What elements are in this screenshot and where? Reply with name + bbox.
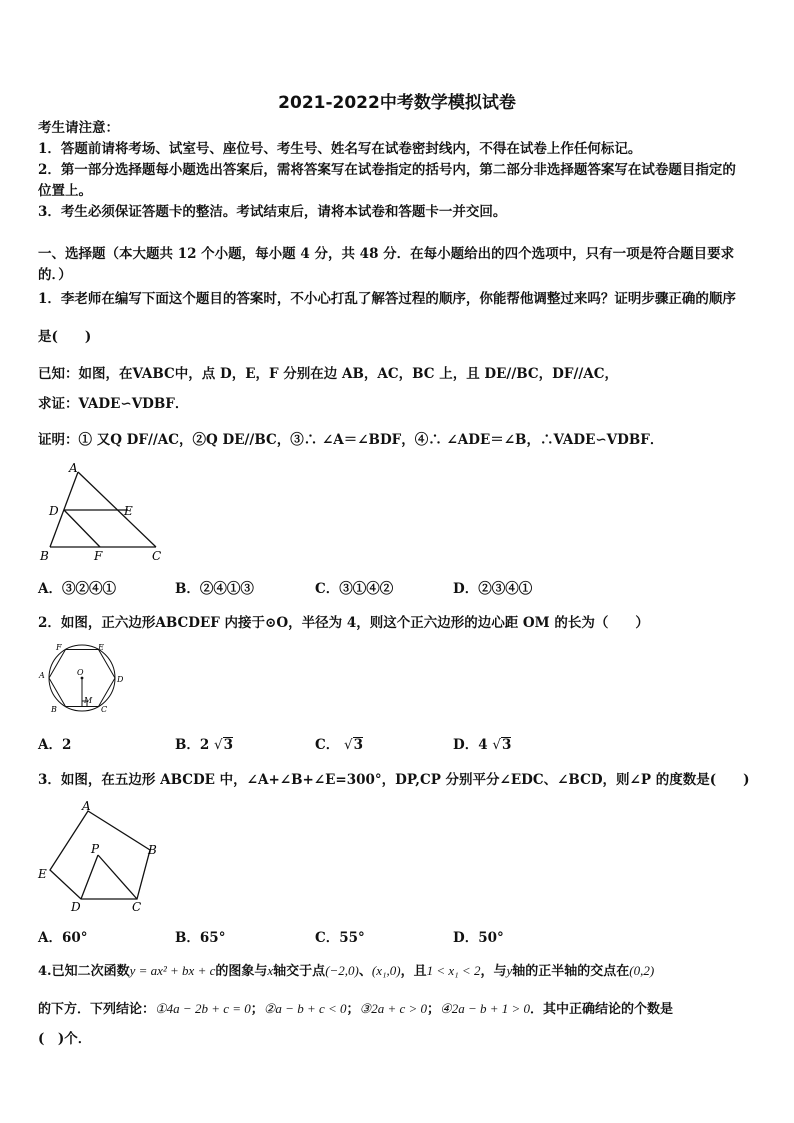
q3-label-c: C [132,900,142,914]
q1-label-b: B [40,549,49,563]
q2-label-m: M [84,696,93,705]
q3-option-c[interactable]: C．55° [315,930,365,946]
section-heading: 一、选择题（本大题共 12 个小题，每小题 4 分，共 48 分．在每小题给出的四个选项中，只有一项是符合题目要求 [38,246,735,262]
q1-given: 已知：如图，在VABC中，点 D，E，F 分别在边 AB，AC，BC 上，且 DE//BC，DF//AC， [38,366,619,382]
q1-text: 1．李老师在编写下面这个题目的答案时，不小心打乱了解答过程的顺序，你能帮他调整过来吗？证明步骤正确的顺序 [38,291,736,307]
q3-label-a: A [82,799,91,813]
q1-option-d[interactable]: D．②③④① [453,581,533,597]
q2-label-o: O [77,668,84,677]
q1-label-d: D [49,504,59,518]
q4-function: y = ax² + bx + c [129,963,216,978]
q2-option-c-radicand: 3 [353,737,363,753]
q2-option-d-radicand: 3 [501,737,512,753]
q3-option-b[interactable]: B．65° [175,930,226,946]
q1-label-a: A [69,461,78,475]
q1-label-c: C [152,549,162,563]
q2-label-e: E [98,643,104,652]
q1-option-b[interactable]: B．②④①③ [175,581,254,597]
q2-label-b: B [51,705,57,714]
q3-text: 3．如图，在五边形 ABCDE 中，∠A+∠B+∠E=300°，DP,CP 分别平分∠EDC、∠BCD，则∠P 的度数是( ) [38,772,750,788]
notice-item-2: 2．第一部分选择题每小题选出答案后，需将答案写在试卷指定的括号内，第二部分非选择题答案写在试卷题目指定的 [38,162,736,178]
q3-pentagon [50,811,150,899]
q1-proof: 证明：① 又Q DF//AC，②Q DE//BC，③∴ ∠A＝∠BDF，④∴ ∠ADE＝∠B，∴VADE∽VDBF． [38,432,664,448]
q4-conclusion-3: ③2a + c > 0 [359,1001,428,1016]
q1-prove: 求证：VADE∽VDBF． [38,396,189,412]
q3-option-a[interactable]: A．60° [38,930,88,946]
q2-text: 2．如图，正六边形ABCDEF 内接于⊙O，半径为 4，则这个正六边形的边心距 OM 的长为（ ） [38,615,649,631]
notice-item-3: 3．考生必须保证答题卡的整洁。考试结束后，请将本试卷和答题卡一并交回。 [38,204,507,220]
page-title: 2021-2022中考数学模拟试卷 [278,93,516,113]
q4-line-2: 的下方．下列结论：①4a − 2b + c = 0；②a − b + c < 0；③2a + c > 0；④2a − b + 1 > 0．其中正确结论的个数是 [38,1001,674,1017]
q2-label-c: C [101,705,108,714]
q3-segment-dp [81,855,98,899]
q3-label-p: P [91,842,100,856]
q3-label-b: B [148,843,157,857]
q3-pentagon-figure [36,798,166,916]
q2-label-f: F [56,643,62,652]
q2-option-d[interactable]: D．4 √3 [453,737,512,753]
notice-heading: 考生请注意： [38,120,119,136]
q4-conclusion-4: ④2a − b + 1 > 0 [440,1001,531,1016]
q2-option-b-radicand: 3 [223,737,234,753]
q1-text-cont: 是( ) [38,329,92,345]
q1-label-e: E [124,504,133,518]
q4-line-3: ( )个． [38,1031,92,1047]
section-heading-cont: 的．） [38,267,72,283]
q3-label-d: D [71,900,81,914]
notice-item-1: 1．答题前请将考场、试室号、座位号、考生号、姓名写在试卷密封线内，不得在试卷上作任何标记。 [38,141,642,157]
q2-label-a: A [39,671,45,680]
q1-label-f: F [94,549,103,563]
notice-item-2-cont: 位置上。 [38,183,92,199]
q2-option-b[interactable]: B．2 √3 [175,737,234,753]
q1-option-a[interactable]: A．③②④① [38,581,116,597]
q1-segment-df [64,510,100,547]
q2-option-c[interactable]: C． √3 [315,737,363,753]
q4-conclusion-2: ②a − b + c < 0 [263,1001,347,1016]
q3-label-e: E [38,867,47,881]
q4-conclusion-1: ①4a − 2b + c = 0 [155,1001,251,1016]
q1-triangle-figure [36,460,171,568]
q2-label-d: D [117,675,124,684]
q3-option-d[interactable]: D．50° [453,930,504,946]
q2-option-a[interactable]: A．2 [38,737,72,753]
q1-option-c[interactable]: C．③①④② [315,581,394,597]
q3-segment-cp [98,855,137,899]
q4-line-1: 4.已知二次函数y = ax² + bx + c的图象与x轴交于点(−2,0)、(x₁,0)，且1 < x₁ < 2，与y轴的正半轴的交点在(0,2) [38,963,655,979]
q2-hexagon-figure [36,640,131,718]
